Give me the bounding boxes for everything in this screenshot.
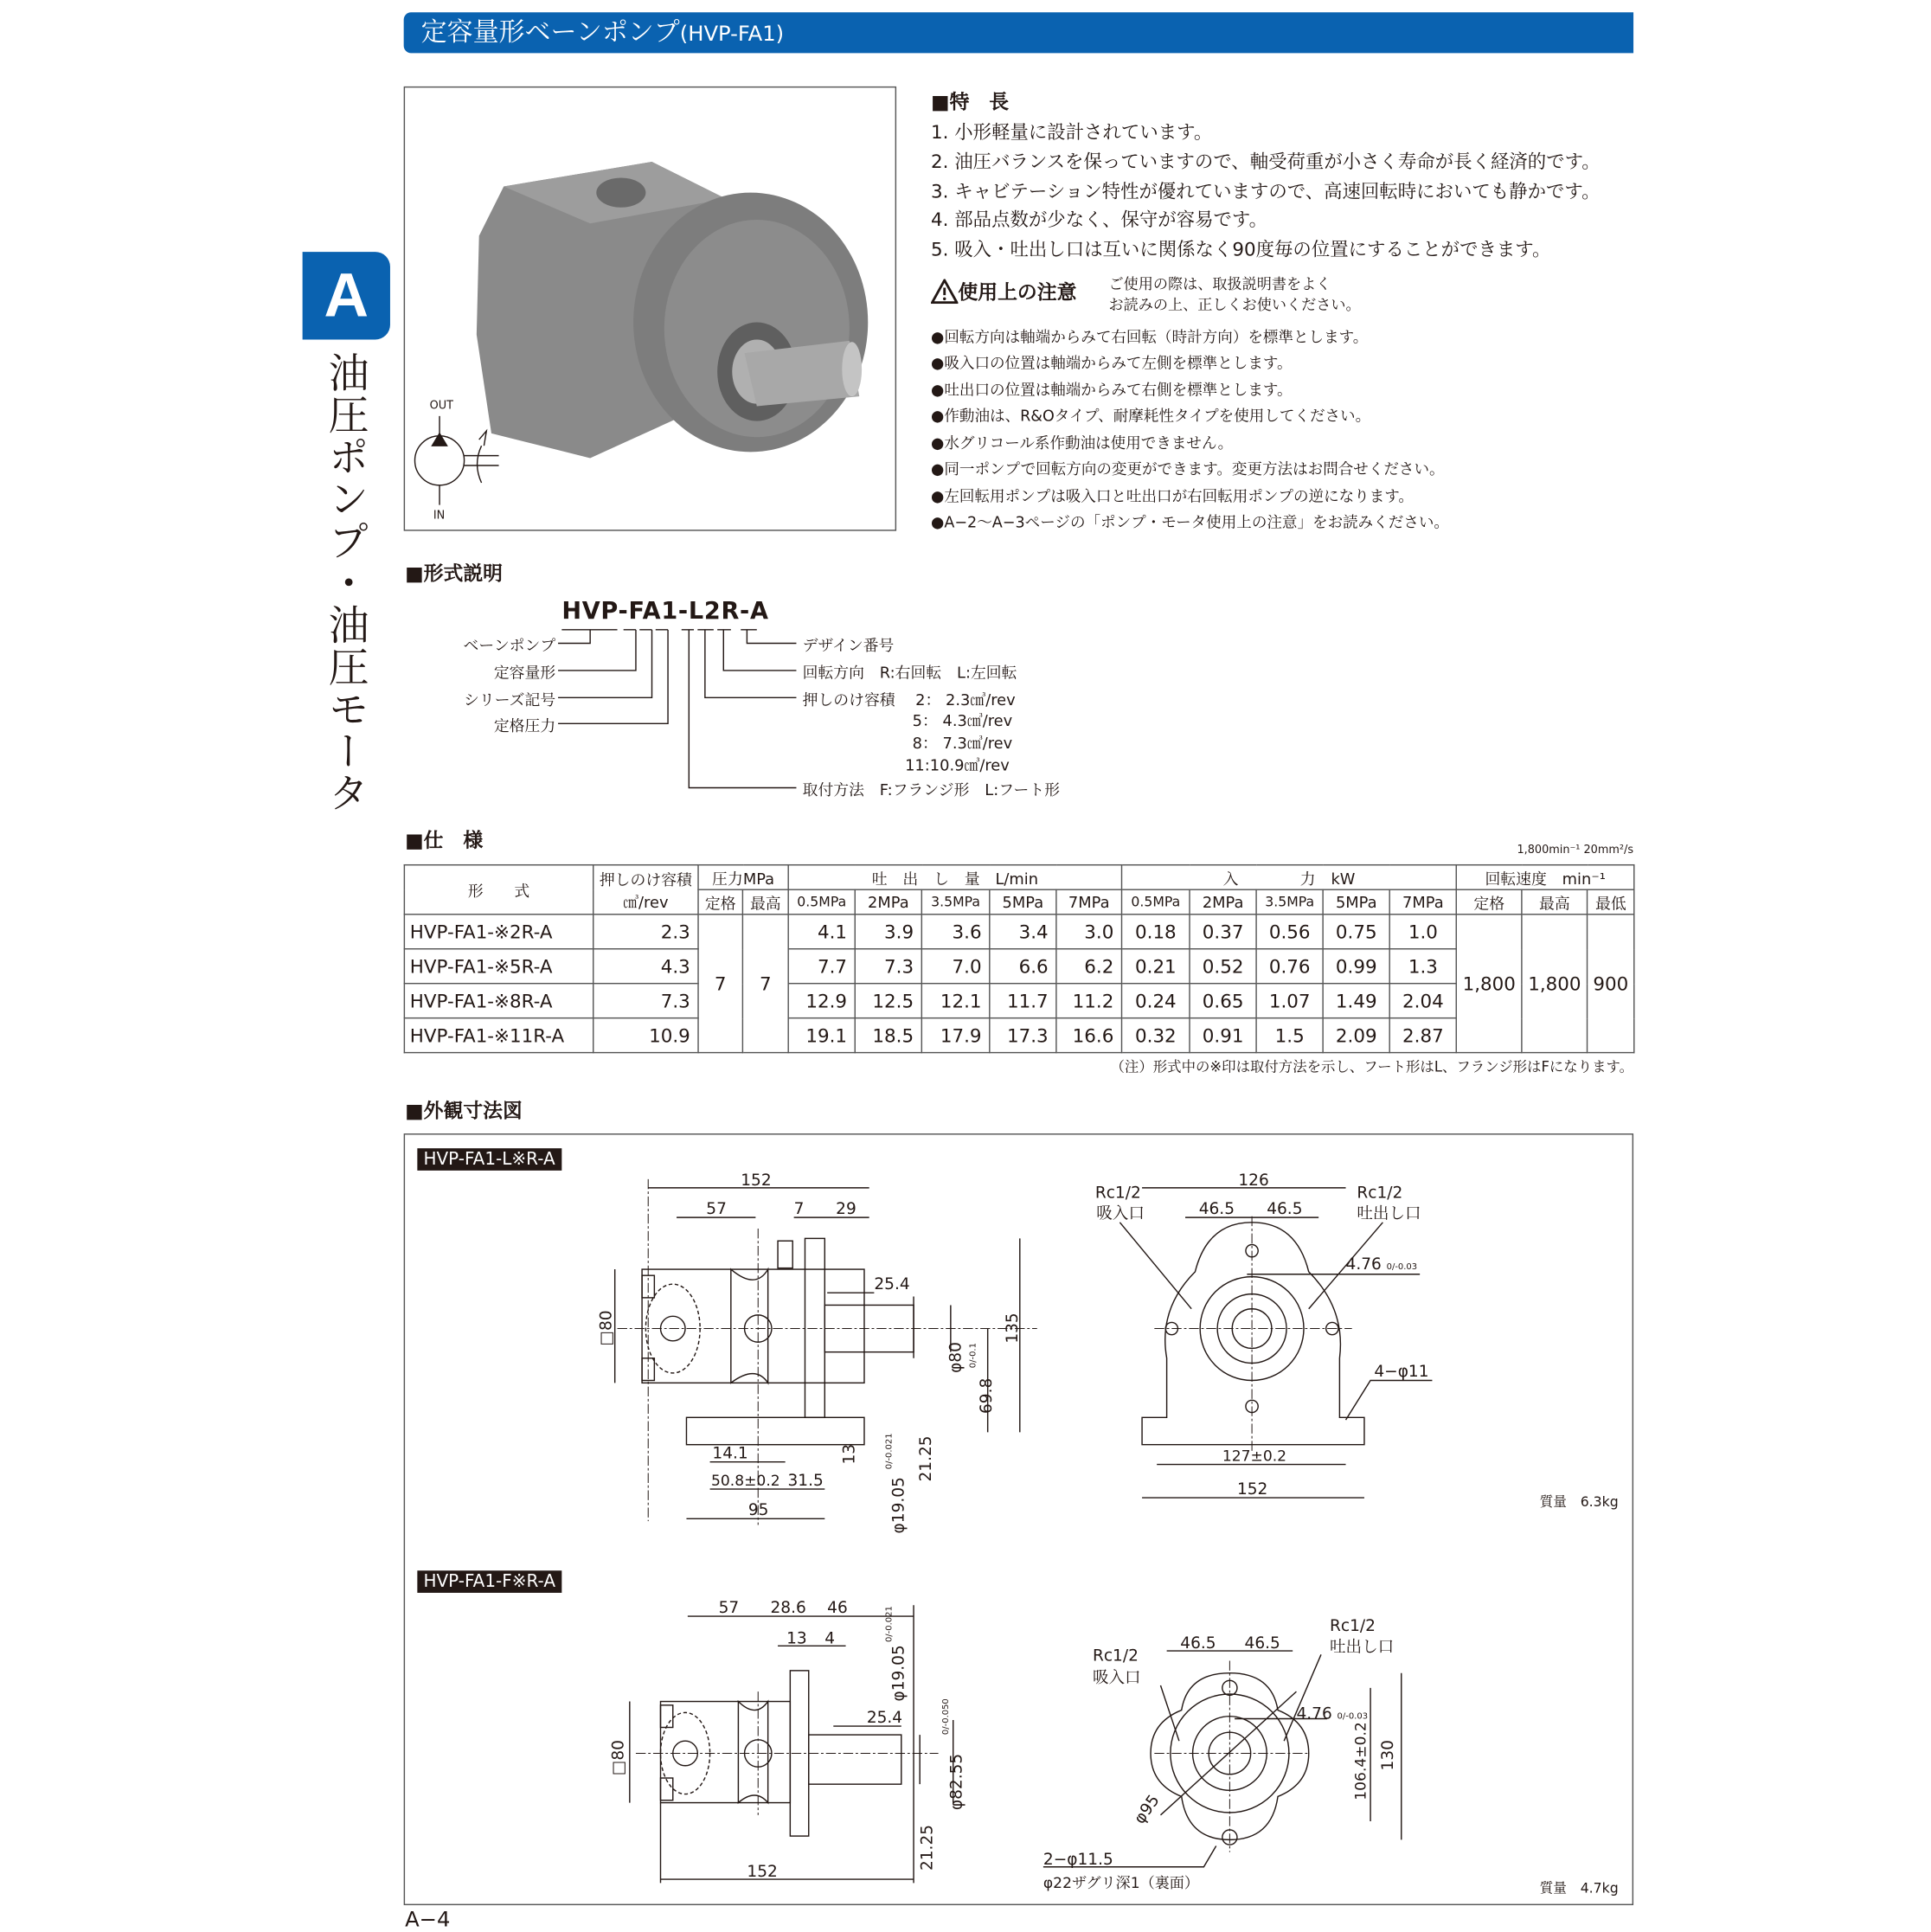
caution-item: ●回転方向は軸端からみて右回転（時計方向）を標準とします。 <box>931 328 1369 346</box>
dim-label: 126 <box>1238 1171 1269 1191</box>
dim-label: 46 <box>827 1598 848 1617</box>
table-cell: 1,800 <box>1522 915 1588 1053</box>
caution-note: お読みの上、正しくお使いください。 <box>1108 296 1361 314</box>
table-cell: 1.0 <box>1389 915 1456 949</box>
code-label-right: 5： 4.3㎤/rev <box>912 711 1013 730</box>
subheader: 3.5MPa <box>1256 889 1323 915</box>
table-cell: 0.65 <box>1190 984 1256 1018</box>
dim-label: 21.25 <box>918 1824 937 1871</box>
code-label-left: ベーンポンプ <box>463 635 556 655</box>
subheader: 0.5MPa <box>788 889 855 915</box>
subheader: 最高 <box>742 889 788 915</box>
table-cell: 7.0 <box>921 949 989 984</box>
subheader: 最高 <box>1522 889 1588 915</box>
subheader: 最低 <box>1588 889 1634 915</box>
caution-item: ●吸入口の位置は軸端からみて左側を標準とします。 <box>931 354 1293 372</box>
table-cell: HVP-FA1-※2R-A <box>404 915 593 949</box>
table-cell: 0.76 <box>1256 949 1323 984</box>
feature-item: 4. 部品点数が少なく、保守が容易です。 <box>931 209 1268 231</box>
dim-label: 57 <box>718 1598 740 1617</box>
caution-item: ●同一ポンプで回転方向の変更ができます。変更方法はお問合せください。 <box>931 460 1445 478</box>
feature-item: 1. 小形軽量に設計されています。 <box>931 120 1213 144</box>
subheader: 0.5MPa <box>1122 889 1190 915</box>
table-cell: 2.09 <box>1323 1018 1389 1053</box>
port-label: Rc1/2 <box>1329 1617 1376 1636</box>
dim-label: φ19.05 <box>889 1477 908 1534</box>
dim-tolerance: 0/-0.021 <box>884 1606 895 1643</box>
dim-label: 13 <box>840 1443 859 1465</box>
col-header-displacement-label: 押しのけ容積 <box>599 870 692 889</box>
dim-label: 21.25 <box>917 1435 936 1482</box>
dim-label: 152 <box>1236 1479 1268 1499</box>
col-header-displacement-unit: ㎤/rev <box>623 892 669 911</box>
port-label: 吐出し口 <box>1329 1638 1395 1657</box>
caution-heading: 使用上の注意 <box>958 279 1077 305</box>
table-cell: 0.21 <box>1122 949 1190 984</box>
table-cell: 12.5 <box>855 984 921 1018</box>
code-label-left: 定容量形 <box>493 663 556 682</box>
dim-label: 25.4 <box>866 1708 903 1727</box>
col-header-speed: 回転速度 min⁻¹ <box>1456 865 1634 890</box>
table-cell: 1.3 <box>1389 949 1456 984</box>
dim-label: 29 <box>836 1199 856 1218</box>
page-title: 定容量形ベーンポンプ <box>420 16 680 48</box>
port-label: 吸入口 <box>1096 1204 1145 1223</box>
table-cell: 1.49 <box>1323 984 1389 1018</box>
dim-label: φ95 <box>1130 1791 1164 1828</box>
table-cell: 19.1 <box>788 1018 855 1053</box>
table-cell: 900 <box>1588 915 1634 1053</box>
dim-label: 7 <box>793 1199 805 1218</box>
col-header-model: 形 式 <box>404 865 593 915</box>
table-cell: 7.3 <box>593 984 698 1018</box>
port-label: Rc1/2 <box>1092 1646 1139 1666</box>
table-cell: 16.6 <box>1056 1018 1122 1053</box>
subheader: 2MPa <box>1190 889 1256 915</box>
table-cell: 3.0 <box>1056 915 1122 949</box>
feature-item: 5. 吸入・吐出し口は互いに関係なく90度毎の位置にすることができます。 <box>931 238 1551 261</box>
dim-label: 28.6 <box>770 1598 806 1617</box>
table-cell: 1.5 <box>1256 1018 1323 1053</box>
dimension-labels-foot <box>597 1171 1428 1533</box>
dim-label: 4 <box>824 1629 836 1648</box>
table-cell: HVP-FA1-※5R-A <box>404 949 593 984</box>
table-cell: 0.32 <box>1122 1018 1190 1053</box>
mass-flange: 質量 4.7kg <box>1539 1880 1619 1897</box>
drawing-tag-flange: HVP-FA1-F※R-A <box>417 1570 561 1593</box>
section-category: 油圧ポンプ・油圧モータ <box>322 351 371 814</box>
table-cell: 0.18 <box>1122 915 1190 949</box>
caution-item: ●作動油は、R&Oタイプ、耐摩耗性タイプを使用してください。 <box>931 407 1371 425</box>
dimension-labels-flange <box>610 1599 1397 1892</box>
feature-item: 3. キャビテーション特性が優れていますので、高速回転時においても静かです。 <box>931 180 1601 203</box>
subheader: 7MPa <box>1389 889 1456 915</box>
dim-tolerance: 0/-0.03 <box>1386 1262 1418 1273</box>
caution-note: ご使用の際は、取扱説明書をよく <box>1108 275 1331 293</box>
dim-label: 4−φ11 <box>1374 1363 1429 1382</box>
subheader: 3.5MPa <box>921 889 989 915</box>
dim-label: 46.5 <box>1198 1199 1235 1218</box>
table-cell: 0.37 <box>1190 915 1256 949</box>
port-label: 吐出し口 <box>1357 1204 1421 1223</box>
spec-note: （注）形式中の※印は取付方法を示し、フート形はL、フランジ形はFになります。 <box>1110 1058 1634 1076</box>
table-cell: HVP-FA1-※8R-A <box>404 984 593 1018</box>
feature-item: 2. 油圧バランスを保っていますので、軸受荷重が小さく寿命が長く経済的です。 <box>931 151 1601 173</box>
dim-label: φ82.55 <box>947 1753 966 1811</box>
port-label: 吸入口 <box>1092 1669 1141 1688</box>
drawing-tag-foot: HVP-FA1-L※R-A <box>417 1148 561 1171</box>
code-label-right: 8： 7.3㎤/rev <box>912 733 1013 753</box>
col-header-power: 入 力 kW <box>1122 865 1457 890</box>
table-cell: 1.07 <box>1256 984 1323 1018</box>
table-cell: 7.7 <box>788 949 855 984</box>
symbol-in-label: IN <box>433 509 446 523</box>
table-cell: 18.5 <box>855 1018 921 1053</box>
table-cell: 0.99 <box>1323 949 1389 984</box>
caution-item: ●A−2〜A−3ページの「ポンプ・モータ使用上の注意」をお読みください。 <box>931 513 1449 531</box>
table-cell: 3.4 <box>990 915 1056 949</box>
dim-label: 152 <box>741 1171 772 1191</box>
code-label-right: 取付方法 F:フランジ形 L:フート形 <box>802 780 1061 799</box>
table-cell: 4.3 <box>593 949 698 984</box>
col-header-flow: 吐 出 し 量 L/min <box>788 865 1121 890</box>
table-cell: 2.04 <box>1389 984 1456 1018</box>
spec-condition: 1,800min⁻¹ 20mm²/s <box>1517 844 1634 857</box>
table-cell: 0.75 <box>1323 915 1389 949</box>
dim-label: 152 <box>747 1863 778 1882</box>
subheader: 7MPa <box>1056 889 1122 915</box>
dim-label: φ19.05 <box>889 1645 908 1702</box>
subheader: 5MPa <box>990 889 1056 915</box>
table-cell: HVP-FA1-※11R-A <box>404 1018 593 1053</box>
model-code: HVP-FA1-L2R-A <box>561 597 769 626</box>
caution-item: ●左回転用ポンプは吸入口と吐出口が右回転用ポンプの逆になります。 <box>931 487 1414 505</box>
table-cell: 0.52 <box>1190 949 1256 984</box>
port-label: Rc1/2 <box>1357 1184 1403 1203</box>
dim-label: 46.5 <box>1244 1634 1280 1653</box>
table-cell: 6.6 <box>990 949 1056 984</box>
table-cell: 4.1 <box>788 915 855 949</box>
table-cell: 6.2 <box>1056 949 1122 984</box>
code-label-right: 押しのけ容積 2： 2.3㎤/rev <box>802 690 1016 709</box>
table-cell: 11.2 <box>1056 984 1122 1018</box>
section-tab[interactable]: A <box>303 252 390 339</box>
table-cell: 12.1 <box>921 984 989 1018</box>
mass-foot: 質量 6.3kg <box>1539 1493 1619 1511</box>
table-cell: 2.87 <box>1389 1018 1456 1053</box>
caution-item: ●水グリコール系作動油は使用できません。 <box>931 434 1234 453</box>
dim-label: 4.76 <box>1296 1704 1332 1723</box>
dim-tolerance: 0/-0.03 <box>1337 1711 1369 1722</box>
port-label: Rc1/2 <box>1094 1184 1141 1203</box>
table-cell: 2.3 <box>593 915 698 949</box>
dim-label: 95 <box>747 1501 769 1520</box>
page-title-model: (HVP-FA1) <box>679 22 785 48</box>
table-cell: 0.91 <box>1190 1018 1256 1053</box>
dim-label: 14.1 <box>712 1444 748 1463</box>
caution-item: ●吐出口の位置は軸端からみて右側を標準とします。 <box>931 381 1293 399</box>
subheader: 5MPa <box>1323 889 1389 915</box>
table-cell: 7 <box>698 915 742 1053</box>
dim-label: 25.4 <box>874 1274 910 1293</box>
table-cell: 10.9 <box>593 1018 698 1053</box>
dim-label: 69.8 <box>977 1377 996 1415</box>
subheader: 定格 <box>1456 889 1522 915</box>
dim-label: 127±0.2 <box>1222 1447 1287 1466</box>
dimensions-heading: ■外観寸法図 <box>405 1099 523 1123</box>
dim-label: 46.5 <box>1267 1199 1303 1218</box>
dim-label: 135 <box>1003 1313 1022 1344</box>
code-label-left: 定格圧力 <box>493 716 556 735</box>
code-label-right: 11:10.9㎤/rev <box>905 755 1010 774</box>
code-label-right: 回転方向 R:右回転 L:左回転 <box>802 663 1017 682</box>
dim-label: 106.4±0.2 <box>1352 1722 1370 1800</box>
subheader: 定格 <box>698 889 742 915</box>
page-number: A−4 <box>405 1907 451 1932</box>
model-code-heading: ■形式説明 <box>405 562 504 586</box>
table-cell: 0.56 <box>1256 915 1323 949</box>
dim-tolerance: 0/-0.021 <box>884 1433 895 1470</box>
table-cell: 17.3 <box>990 1018 1056 1053</box>
table-cell: 11.7 <box>990 984 1056 1018</box>
dim-label: φ22ザグリ深1（裏面） <box>1042 1875 1200 1893</box>
symbol-out-label: OUT <box>429 399 453 413</box>
table-cell: 17.9 <box>921 1018 989 1053</box>
dim-label: 31.5 <box>787 1471 824 1490</box>
dim-label: φ80 <box>946 1342 966 1373</box>
table-cell: 3.6 <box>921 915 989 949</box>
table-cell: 3.9 <box>855 915 921 949</box>
dim-label: □80 <box>597 1310 616 1346</box>
table-cell: 12.9 <box>788 984 855 1018</box>
table-cell: 0.24 <box>1122 984 1190 1018</box>
table-cell: 7.3 <box>855 949 921 984</box>
table-cell: 7 <box>742 915 788 1053</box>
spec-heading: ■仕 様 <box>405 828 484 852</box>
dim-label: 50.8±0.2 <box>711 1472 780 1490</box>
dim-label: 57 <box>706 1199 727 1218</box>
col-header-pressure: 圧力MPa <box>698 865 788 890</box>
dim-label: □80 <box>609 1740 628 1776</box>
subheader: 2MPa <box>855 889 921 915</box>
dim-tolerance: 0/-0.050 <box>941 1698 952 1736</box>
code-label-right: デザイン番号 <box>802 635 895 655</box>
features-heading: ■特 長 <box>931 90 1010 114</box>
code-label-left: シリーズ記号 <box>464 690 556 709</box>
dim-label: 4.76 <box>1345 1255 1382 1274</box>
table-cell: 1,800 <box>1456 915 1522 1053</box>
dim-label: 2−φ11.5 <box>1042 1850 1113 1869</box>
dim-label: 13 <box>786 1629 807 1648</box>
dim-tolerance: 0/-0.1 <box>968 1343 978 1369</box>
dim-label: 46.5 <box>1180 1634 1216 1653</box>
dim-label: 130 <box>1378 1740 1397 1771</box>
